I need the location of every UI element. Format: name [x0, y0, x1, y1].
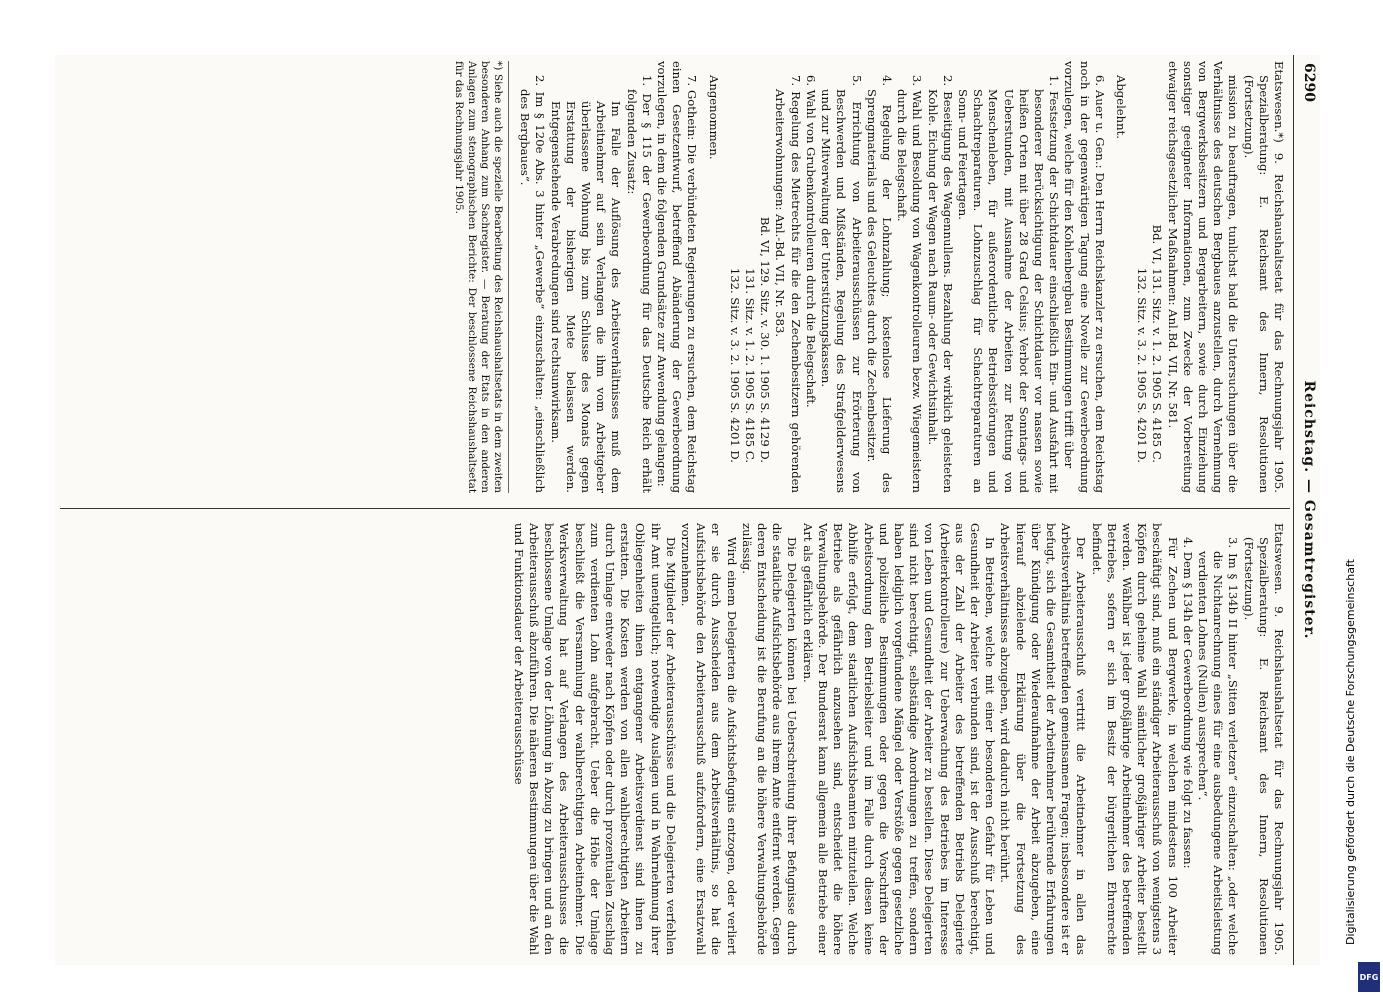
paragraph: Die Mitglieder der Arbeiterausschüsse und die Delegierten verfehlen ihr Amt unentgeltlich; notwendige Auslagen und in Wahrnehmung ihrer Obliegenheiten ihnen entgangener Arbeitsverdienst sind ihnen zu erstatten. Die Kosten werden von allen wahlberechtigten Arbeitern durch Umlage entweder nach Köpfen oder durch prozentualen Zuschlag zum verdienten Lohn aufgebracht. Ueber die Höhe der Umlage beschließt die Versammlung der wahlberechtigten Arbeitnehmer. Die Werksverwaltung hat auf Verlangen des Arbeiterausschusses die beschlossene Umlage von der Löhnung in Abzug zu bringen und an den Arbeiterausschuß abzuführen. Die näheren Bestimmungen über die Wahl und Funktionsdauer der Arbeiterausschüsse: [511, 523, 678, 955]
left-column: [66, 61, 1286, 493]
quoted-paragraph: Im Falle der Auflösung des Arbeitsverhältnisses muß dem Arbeitnehmer auf sein Verlangen die ihm vom Arbeitgeber überlassene Wohnung bis zum Schlusse des Monats gegen Erstattung der bisherigen Miete belassen werden. Entgegenstehende Verabredungen sind rechtsunwirksam.: [548, 101, 624, 493]
paragraph: mission zu beauftragen, tunlichst bald die Untersuchungen über die Verhältnisse des deutschen Bergbaues anzustellen, durch Vernehmung von Bergwerksbesitzern und Bergarbeitern, sowie durch Einziehung sonstiger geeigneter Informationen, zum Zwecke der Vorbereitung etwaiger reichsgesetzlicher Maßnahmen: Anl.Bd. VII, Nr. 581.: [1165, 61, 1241, 493]
list-item: 4. Dem § 134h der Gewerbeordnung wie folgt zu fassen:: [1180, 537, 1195, 869]
page-title: Reichstag. — Gesamtregister.: [1301, 380, 1317, 640]
footnote: *) Siehe auch die spezielle Bearbeitung des Reichshaushaltsetats in dem zweiten besonderen Anhang zum Sachregister. — Beratung der Etats in den anderen Anlagen zum stenographischen Berichte: Der beschlossene Reichshaushaltsetat für das Rechnungsjahr 1905.: [452, 61, 509, 493]
list-item: 4. Regelung der Lohnzahlung; kostenlose Lieferung des Sprengmaterials und des Geleuchtes durch die Zechenbesitzer.: [864, 75, 894, 493]
list-item: 1. Der § 115 der Gewerbeordnung für das Deutsche Reich erhält folgenden Zusatz:: [624, 75, 654, 493]
list-item: 2. Beseitigung des Wagennullens. Bezahlung der wirklich geleisteten Kohle. Eichung der Wagen nach Raum- oder Gewichtsinhalt.: [925, 75, 955, 493]
paragraph: Der Arbeiterausschuß vertritt die Arbeitnehmer in allen das Arbeitsverhältnis betreffenden gemeinsamen Fragen; insbesondere ist er befugt, sich die Gesamtheit der Arbeitnehmer berührende Erfahrungen über Kündigung oder Wiederaufnahme der Arbeit abzugeben, eine hierauf abzielende Erklärung über die Fortsetzung des Arbeitsverhältnisses abzugeben, wird dadurch nicht berührt.: [998, 523, 1089, 955]
citation: Bd. VI, 129. Sitz. v. 30. 1. 1905 S. 4129 D.: [758, 216, 773, 463]
list-item: 2. Im § 120e Abs. 3 hinter „Gewerbe“ einzuschalten: „einschließlich des Bergbaues“.: [518, 75, 548, 493]
paragraph: 6. Auer u. Gen.: Den Herrn Reichskanzler zu ersuchen, dem Reichstag noch in der gegenwärtigen Tagung eine Novelle zur Gewerbeordnung vorzulegen, welche für den Kohlenbergbau Bestimmungen trifft über: [1062, 61, 1107, 493]
scanned-page: [55, 55, 1320, 965]
vote-result: Angenommen.: [706, 75, 721, 160]
page-number: 6290: [1301, 63, 1317, 102]
column-divider: [60, 508, 1290, 509]
vote-result: Abgelehnt.: [1113, 75, 1128, 139]
paragraph: Wird einem Delegierten die Aufsichtsbefugnis entzogen, oder verliert er sie durch Ausscheiden aus dem Arbeitsverhältnis, so hat die Aufsichtsbehörde den Arbeiterausschuß aufzufordern, eine Ersatzwahl vorzunehmen.: [679, 523, 739, 955]
list-item: 5. Errichtung von Arbeiterausschüssen zur Erörterung von Beschwerden und Mißständen, Regelung des Strafgelderwesens und zur Mitverwaltung der Unterstützungskassen.: [819, 75, 864, 493]
dfg-logo: DFG: [1358, 962, 1380, 992]
citation: Bd. VI, 131. Sitz. v. 1. 2. 1905 S. 4185 C.: [1150, 224, 1165, 463]
right-column: [66, 523, 1286, 955]
paragraph: Für Zechen und Bergwerke, in welchen mindestens 100 Arbeiter beschäftigt sind, muß ein ständiger Arbeiterausschuß von wenigstens 3 Köpfen durch geheime Wahl sämtlicher großjähriger Arbeiter bestellt werden. Wählbar ist jeder großjährige Arbeitnehmer des betreffenden Betriebes, sofern er sich im Besitz der bürgerlichen Ehrenrechte befindet.: [1089, 523, 1180, 955]
paragraph: Die Delegierten können bei Ueberschreitung ihrer Befugnisse durch die staatliche Aufsichtsbehörde aus ihrem Amte entfernt werden. Gegen deren Entscheidung ist die Berufung an die höhere Verwaltungsbehörde zulässig.: [739, 523, 800, 955]
section-heading: Etatswesen.*) 9. Reichshaushaltsetat für das Rechnungsjahr 1905. Spezialberatung: E. Reichsamt des Innern, Resolutionen (Fortsetzung).: [1241, 61, 1286, 493]
page-header: [1293, 55, 1320, 965]
list-item: 3. Wahl und Besoldung von Wagenkontrolleuren bezw. Wiegemeistern durch die Belegschaft.: [895, 75, 925, 493]
funding-note: Digitalisierung gefördert durch die Deutsche Forschungsgemeinschaft: [1344, 559, 1357, 945]
section-heading: Etatswesen. 9. Reichshaushaltsetat für das Rechnungsjahr 1905. Spezialberatung: E. Reichsamt des Innern, Resolutionen (Fortsetzung).: [1241, 523, 1286, 955]
rotated-page: [55, 55, 1320, 965]
digitization-sidebar: [1330, 0, 1370, 1000]
list-item: 7. Regelung des Mietrechts für die den Zechenbesitzern gehörenden Arbeiterwohnungen: Anl.-Bd. VII, Nr. 583.: [773, 75, 803, 493]
paragraph: In Betrieben, welche mit einer besonderen Gefahr für Leben und Gesundheit der Arbeiter verbunden sind, ist der Ausschuß berechtigt, aus der Zahl der Arbeiter des betreffenden Betriebs Delegierte (Arbeiterkontrolleure) zur Ueberwachung des Betriebes im Interesse von Leben und Gesundheit der Arbeiter zu bestellen. Diese Delegierten sind nicht berechtigt, selbständige Anordnungen zu treffen, sondern haben lediglich vorgefundene Mängel oder Verstöße gegen gesetzliche und polizeiliche Bestimmungen oder gegen die Vorschriften der Arbeitsordnung dem Betriebsleiter und im Falle durch diesen keine Abhilfe erfolgt, dem staatlichen Aufsichtsbeamten mitzuteilen. Welche Betriebe als gefährlich anzusehen sind, entscheidet die höhere Verwaltungsbehörde. Der Bundesrat kann allgemein alle Betriebe einer Art als gefährlich erklären.: [800, 523, 998, 955]
citation: 132. Sitz. v. 3. 2. 1905 S. 4201 D.: [727, 267, 742, 463]
paragraph: 7. Gothein: Die verbündeten Regierungen zu ersuchen, dem Reichstag einen Gesetzentwurf, betreffend Abänderung der Gewerbeordnung vorzulegen, in dem die folgenden Grundsätze zur Anwendung gelangen:: [655, 61, 700, 493]
citation: 131. Sitz. v. 1. 2. 1905 S. 4185 C.: [743, 268, 758, 463]
list-item: 1. Festsetzung der Schichtdauer einschließlich Ein- und Ausfahrt mit besonderer Berücksichtigung der Schichtdauer vor nassen sowie heißen Orten mit über 28 Grad Celsius; Verbot der Sonntags- und Ueberstunden, mit Ausnahme der Arbeiten zur Rettung von Menschenleben, für außerordentliche Betriebsstörungen und Schachtreparaturen. Lohnzuschlag für Schachtreparaturen an Sonn- und Feiertagen.: [955, 75, 1062, 493]
list-item: 6. Wahl von Grubenkontrolleuren durch die Belegschaft.: [803, 75, 818, 408]
citation: 132. Sitz. v. 3. 2. 1905 S. 4201 D.: [1135, 267, 1150, 463]
list-item: 3. Im § 134b II hinter „Sitten verletzen“ einzuschalten: „oder welche die Nichtanrechnung eines für eine ausbedungene Arbeitsleistung verdienten Lohnes (Nullen) aussprechen“.: [1195, 537, 1241, 955]
